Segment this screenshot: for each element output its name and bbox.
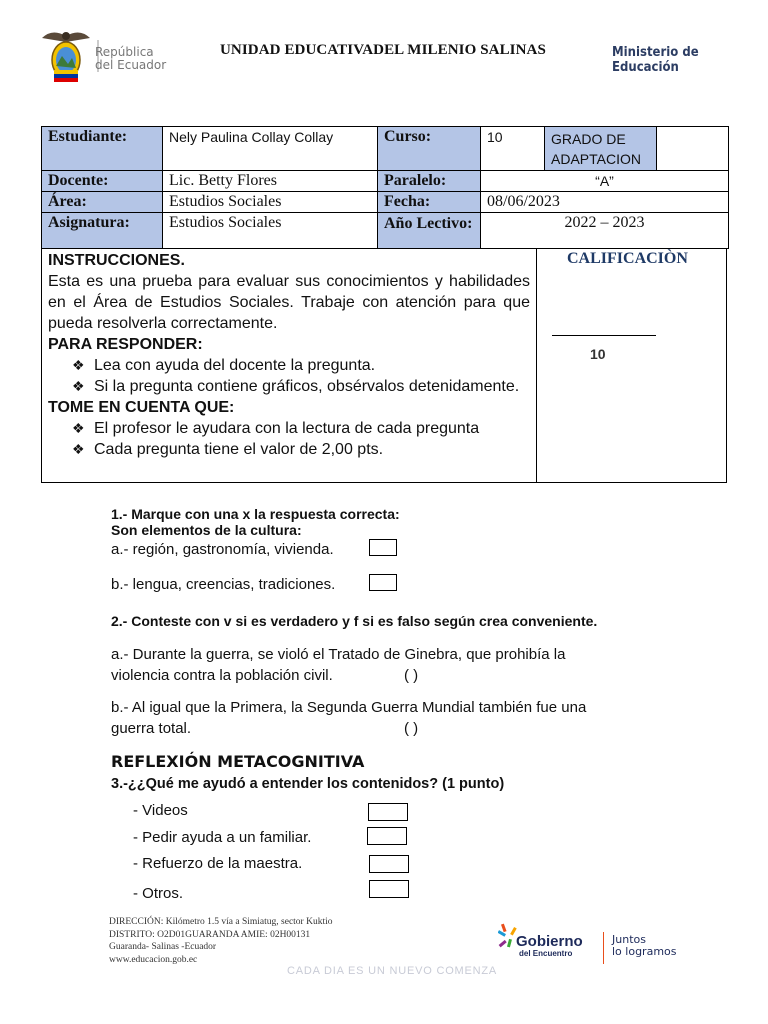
q1-option-b-checkbox[interactable] — [369, 574, 397, 591]
respond-item-text: Si la pregunta contiene gráficos, obsérvalos detenidamente. — [94, 378, 520, 395]
curso-value: 10 — [481, 127, 545, 171]
instructions-divider — [536, 248, 537, 483]
paralelo-label: Paralelo: — [378, 171, 481, 192]
q3-option-otros-checkbox[interactable] — [369, 880, 409, 898]
list-item — [48, 376, 530, 397]
list-item — [48, 418, 530, 439]
diamond-bullet-icon: ❖ — [72, 378, 85, 394]
estudiante-value: Nely Paulina Collay Collay — [163, 127, 378, 171]
diamond-bullet-icon: ❖ — [72, 357, 85, 373]
respond-title: PARA RESPONDER: — [48, 336, 203, 353]
instructions-text: Esta es una prueba para evaluar sus conocimientos y habilidades en el Área de Estudios Sociales. Trabaje con atención para que pueda resolverla correctamente. — [48, 273, 530, 332]
instructions-title: INSTRUCCIONES. — [48, 252, 185, 269]
republica-line1: República — [95, 45, 154, 59]
asignatura-label: Asignatura: — [42, 213, 163, 249]
q3-option-maestra-checkbox[interactable] — [369, 855, 409, 873]
student-info-table — [41, 126, 729, 249]
anio-value: 2022 – 2023 — [481, 213, 729, 249]
asignatura-value: Estudios Sociales — [163, 213, 378, 249]
q1-option-a-checkbox[interactable] — [369, 539, 397, 556]
footer-district: DISTRITO: O2D01GUARANDA AMIE: 02H00131 — [109, 929, 311, 940]
grado-value: GRADO DE ADAPTACION — [545, 127, 657, 171]
gobierno-line1: Gobierno — [516, 933, 583, 950]
gobierno-encuentro-logo — [498, 920, 698, 970]
row-docente — [42, 171, 729, 192]
republica-text — [95, 46, 166, 72]
area-value: Estudios Sociales — [163, 192, 378, 213]
instructions-panel — [48, 250, 530, 460]
estudiante-label: Estudiante: — [42, 127, 163, 171]
q2-a-line1: a.- Durante la guerra, se violó el Tratado de Ginebra, que prohibía la — [111, 646, 566, 663]
q3-option-familiar: - Pedir ayuda a un familiar. — [133, 829, 312, 846]
note-list — [48, 418, 530, 460]
gobierno-line2: del Encuentro — [519, 949, 573, 958]
footer-logo-divider — [603, 932, 604, 964]
fecha-value: 08/06/2023 — [481, 192, 729, 213]
q1-option-a: a.- región, gastronomía, vivienda. — [111, 541, 334, 558]
reflection-title: REFLEXIÓN METACOGNITIVA — [111, 752, 365, 771]
list-item — [48, 355, 530, 376]
footer-address-block — [109, 916, 333, 966]
footer-city: Guaranda- Salinas -Ecuador — [109, 942, 217, 952]
q3-option-maestra: - Refuerzo de la maestra. — [133, 855, 303, 872]
footer-motto: CADA DIA ES UN NUEVO COMENZA — [287, 965, 498, 977]
ministry-name: Ministerio de Educación — [612, 45, 699, 75]
q2-a-answer-blank[interactable]: ( ) — [404, 667, 419, 684]
note-title: TOME EN CUENTA QUE: — [48, 399, 235, 416]
grade-label: CALIFICACIÒN — [567, 250, 688, 267]
note-item-text: El profesor le ayudara con la lectura de cada pregunta — [94, 420, 480, 437]
grado-empty-cell — [657, 127, 729, 171]
slogan-line2: lo logramos — [612, 945, 677, 958]
q2-b-answer-blank[interactable]: ( ) — [404, 720, 419, 737]
q3-option-videos: - Videos — [133, 802, 188, 819]
anio-label: Año Lectivo: — [378, 213, 481, 249]
q2-a-line2: violencia contra la población civil. — [111, 667, 333, 684]
grade-value: 10 — [590, 346, 606, 362]
respond-list — [48, 355, 530, 397]
paralelo-value: “A” — [481, 171, 729, 192]
q3-option-familiar-checkbox[interactable] — [367, 827, 407, 845]
slogan-line1: Juntos — [612, 933, 646, 946]
q2-b-line2: guerra total. — [111, 720, 192, 737]
q3-option-videos-checkbox[interactable] — [368, 803, 408, 821]
q1-subtitle: Son elementos de la cultura: — [111, 522, 302, 538]
row-area — [42, 192, 729, 213]
diamond-bullet-icon: ❖ — [72, 441, 85, 457]
gobierno-star-icon — [498, 923, 518, 953]
footer-address: DIRECCIÓN: Kilómetro 1.5 vía a Simiatug, sector Kuktio — [109, 917, 333, 927]
footer-web[interactable]: www.educacion.gob.ec — [109, 954, 198, 965]
row-estudiante — [42, 127, 729, 171]
q3-question: 3.-¿¿Qué me ayudó a entender los contenidos? (1 punto) — [111, 776, 505, 792]
q3-option-otros: - Otros. — [133, 885, 184, 902]
q1-title: 1.- Marque con una x la respuesta correcta: — [111, 506, 400, 522]
school-name: UNIDAD EDUCATIVADEL MILENIO SALINAS — [220, 42, 546, 58]
docente-label: Docente: — [42, 171, 163, 192]
fecha-label: Fecha: — [378, 192, 481, 213]
diamond-bullet-icon: ❖ — [72, 420, 85, 436]
grade-line — [552, 335, 656, 336]
q2-b-line1: b.- Al igual que la Primera, la Segunda Guerra Mundial también fue una — [111, 699, 587, 716]
curso-label: Curso: — [378, 127, 481, 171]
note-item-text: Cada pregunta tiene el valor de 2,00 pts. — [94, 441, 384, 458]
republica-ecuador-logo — [38, 26, 178, 86]
q2-title: 2.- Conteste con v si es verdadero y f si es falso según crea conveniente. — [111, 613, 598, 629]
q1-option-b: b.- lengua, creencias, tradiciones. — [111, 576, 336, 593]
republica-line2: del Ecuador — [95, 58, 167, 72]
docente-value: Lic. Betty Flores — [163, 171, 378, 192]
respond-item-text: Lea con ayuda del docente la pregunta. — [94, 357, 376, 374]
list-item — [48, 439, 530, 460]
area-label: Área: — [42, 192, 163, 213]
row-asignatura — [42, 213, 729, 249]
